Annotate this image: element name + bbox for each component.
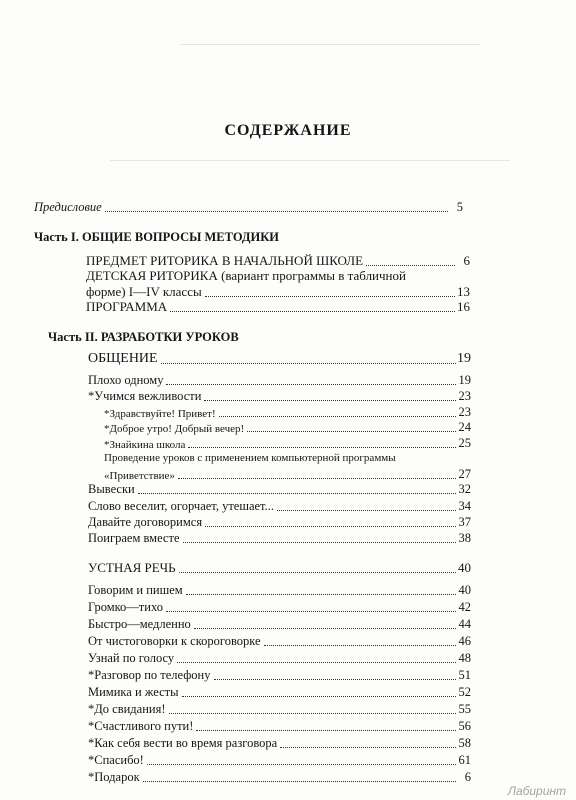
toc-section-label: ОБЩЕНИЕ xyxy=(88,351,158,366)
dot-leader xyxy=(182,695,456,697)
toc-entry-label: Плохо одному xyxy=(88,373,164,387)
dot-leader xyxy=(177,661,456,663)
toc-entry[interactable] xyxy=(88,702,471,717)
toc-entry-page: 23 xyxy=(458,405,471,419)
toc-entry-page: 38 xyxy=(458,531,471,545)
dot-leader xyxy=(264,644,456,646)
toc-entry-page: 44 xyxy=(458,617,471,631)
page-title: СОДЕРЖАНИЕ xyxy=(224,122,352,139)
toc-entry-page: 6 xyxy=(463,253,470,268)
toc-entry[interactable] xyxy=(88,685,471,700)
toc-entry-label: Поиграем вместе xyxy=(88,531,180,545)
dot-leader xyxy=(205,295,455,297)
dot-leader xyxy=(280,746,456,748)
toc-entry-page: 5 xyxy=(456,200,463,214)
toc-entry-label: От чистоговорки к скороговорке xyxy=(88,634,261,648)
toc-entry-page: 27 xyxy=(458,467,471,481)
toc-entry[interactable] xyxy=(88,753,471,768)
toc-entry[interactable] xyxy=(86,284,470,300)
dot-leader xyxy=(161,362,456,364)
toc-entry-label: *До свидания! xyxy=(88,702,166,716)
dot-leader xyxy=(196,729,456,731)
dot-leader xyxy=(166,383,456,385)
toc-entry-label-line1: Проведение уроков с применением компьютерной программы xyxy=(104,452,396,464)
toc-entry[interactable] xyxy=(88,531,471,546)
toc-entry-label: *Здравствуйте! Привет! xyxy=(104,408,216,420)
dot-leader xyxy=(188,446,456,448)
dot-leader xyxy=(143,780,456,782)
toc-entry[interactable] xyxy=(88,617,471,632)
toc-entry-label: ПРЕДМЕТ РИТОРИКА В НАЧАЛЬНОЙ ШКОЛЕ xyxy=(86,253,364,268)
toc-entry[interactable] xyxy=(104,420,471,435)
toc-entry-page: 46 xyxy=(458,634,471,648)
toc-entry-page: 48 xyxy=(458,651,471,665)
part-heading: Часть II. РАЗРАБОТКИ УРОКОВ xyxy=(48,330,239,344)
toc-entry-page: 16 xyxy=(457,299,470,314)
toc-entry[interactable] xyxy=(86,299,470,315)
toc-entry-label: *Как себя вести во время разговора xyxy=(88,736,278,750)
toc-entry[interactable] xyxy=(86,253,470,269)
toc-entry[interactable] xyxy=(88,482,471,497)
dot-leader xyxy=(170,310,455,312)
dot-leader xyxy=(147,763,456,765)
toc-entry[interactable] xyxy=(104,436,471,451)
toc-section[interactable] xyxy=(88,560,471,576)
dot-leader xyxy=(366,264,455,266)
toc-entry-page: 34 xyxy=(458,499,471,513)
toc-entry[interactable] xyxy=(88,499,471,514)
toc-entry-label: Говорим и пишем xyxy=(88,583,183,597)
toc-entry-label: *Доброе утро! Добрый вечер! xyxy=(104,423,245,435)
toc-entry-label: *Счастливого пути! xyxy=(88,719,194,733)
dot-leader xyxy=(138,492,456,494)
toc-entry-label: Давайте договоримся xyxy=(88,515,203,529)
toc-section-label: УСТНАЯ РЕЧЬ xyxy=(88,560,176,575)
toc-entry-label-line1: ДЕТСКАЯ РИТОРИКА (вариант программы в табличной xyxy=(86,268,406,283)
toc-entry-page: 23 xyxy=(458,389,471,403)
toc-entry[interactable] xyxy=(88,600,471,615)
toc-entry-page: 19 xyxy=(457,351,471,366)
dot-leader xyxy=(169,712,457,714)
toc-entry[interactable] xyxy=(88,736,471,751)
dot-leader xyxy=(219,415,456,417)
toc-entry-label: Мимика и жесты xyxy=(88,685,179,699)
dot-leader xyxy=(205,525,456,527)
toc-entry-label: Вывески xyxy=(88,482,135,496)
toc-entry-label: Громко—тихо xyxy=(88,600,163,614)
dot-leader xyxy=(214,678,457,680)
toc-entry-label: Узнай по голосу xyxy=(88,651,175,665)
dot-leader xyxy=(194,627,456,629)
toc-entry-page: 40 xyxy=(458,583,471,597)
toc-entry[interactable] xyxy=(88,719,471,734)
toc-entry-label: *Разговор по телефону xyxy=(88,668,211,682)
toc-entry[interactable] xyxy=(88,651,471,666)
dot-leader xyxy=(166,610,456,612)
dot-leader xyxy=(105,210,448,212)
toc-entry-page: 51 xyxy=(458,668,471,682)
dot-leader xyxy=(179,571,456,573)
bleed-through xyxy=(110,160,510,161)
toc-entry-label: Предисловие xyxy=(34,200,102,214)
toc-entry-page: 6 xyxy=(464,770,471,784)
toc-entry-label: *Знайкина школа xyxy=(104,439,186,451)
part-heading: Часть I. ОБЩИЕ ВОПРОСЫ МЕТОДИКИ xyxy=(34,230,280,244)
toc-entry[interactable] xyxy=(88,515,471,530)
dot-leader xyxy=(183,541,457,543)
toc-entry-page: 32 xyxy=(458,482,471,496)
toc-entry-label: Быстро—медленно xyxy=(88,617,191,631)
toc-entry-label: *Учимся вежливости xyxy=(88,389,202,403)
toc-entry[interactable] xyxy=(88,770,471,785)
toc-entry-page: 24 xyxy=(458,420,471,434)
dot-leader xyxy=(204,399,456,401)
bleed-through xyxy=(180,44,480,45)
toc-entry-page: 37 xyxy=(458,515,471,529)
toc-entry-page: 13 xyxy=(457,284,470,299)
toc-entry-label: *Спасибо! xyxy=(88,753,144,767)
dot-leader xyxy=(178,477,456,479)
toc-entry-page: 56 xyxy=(458,719,471,733)
toc-entry-page: 52 xyxy=(458,685,471,699)
watermark-text: Лабиринт xyxy=(507,784,566,798)
dot-leader xyxy=(186,593,456,595)
toc-entry-page: 55 xyxy=(458,702,471,716)
toc-entry[interactable] xyxy=(88,668,471,683)
toc-entry-page: 25 xyxy=(458,436,471,450)
toc-entry[interactable] xyxy=(104,405,471,420)
toc-entry-label: форме) I—IV классы xyxy=(86,284,202,299)
toc-section[interactable] xyxy=(88,351,471,367)
toc-entry-label: Слово веселит, огорчает, утешает... xyxy=(88,499,274,513)
toc-entry[interactable] xyxy=(88,634,471,649)
toc-entry-label: *Подарок xyxy=(88,770,140,784)
dot-leader xyxy=(247,430,456,432)
toc-entry-preface[interactable] xyxy=(34,200,463,215)
toc-entry-label: ПРОГРАММА xyxy=(86,299,168,314)
toc-entry[interactable] xyxy=(104,467,471,482)
toc-entry-label: «Приветствие» xyxy=(104,470,175,482)
toc-entry-page: 42 xyxy=(458,600,471,614)
toc-entry-page: 40 xyxy=(458,560,471,575)
toc-entry[interactable] xyxy=(88,583,471,598)
dot-leader xyxy=(277,509,456,511)
toc-entry-page: 61 xyxy=(458,753,471,767)
toc-entry-page: 19 xyxy=(458,373,471,387)
watermark-logo xyxy=(508,784,566,798)
toc-entry[interactable] xyxy=(88,373,471,388)
toc-entry-page: 58 xyxy=(458,736,471,750)
toc-entry[interactable] xyxy=(88,389,471,404)
